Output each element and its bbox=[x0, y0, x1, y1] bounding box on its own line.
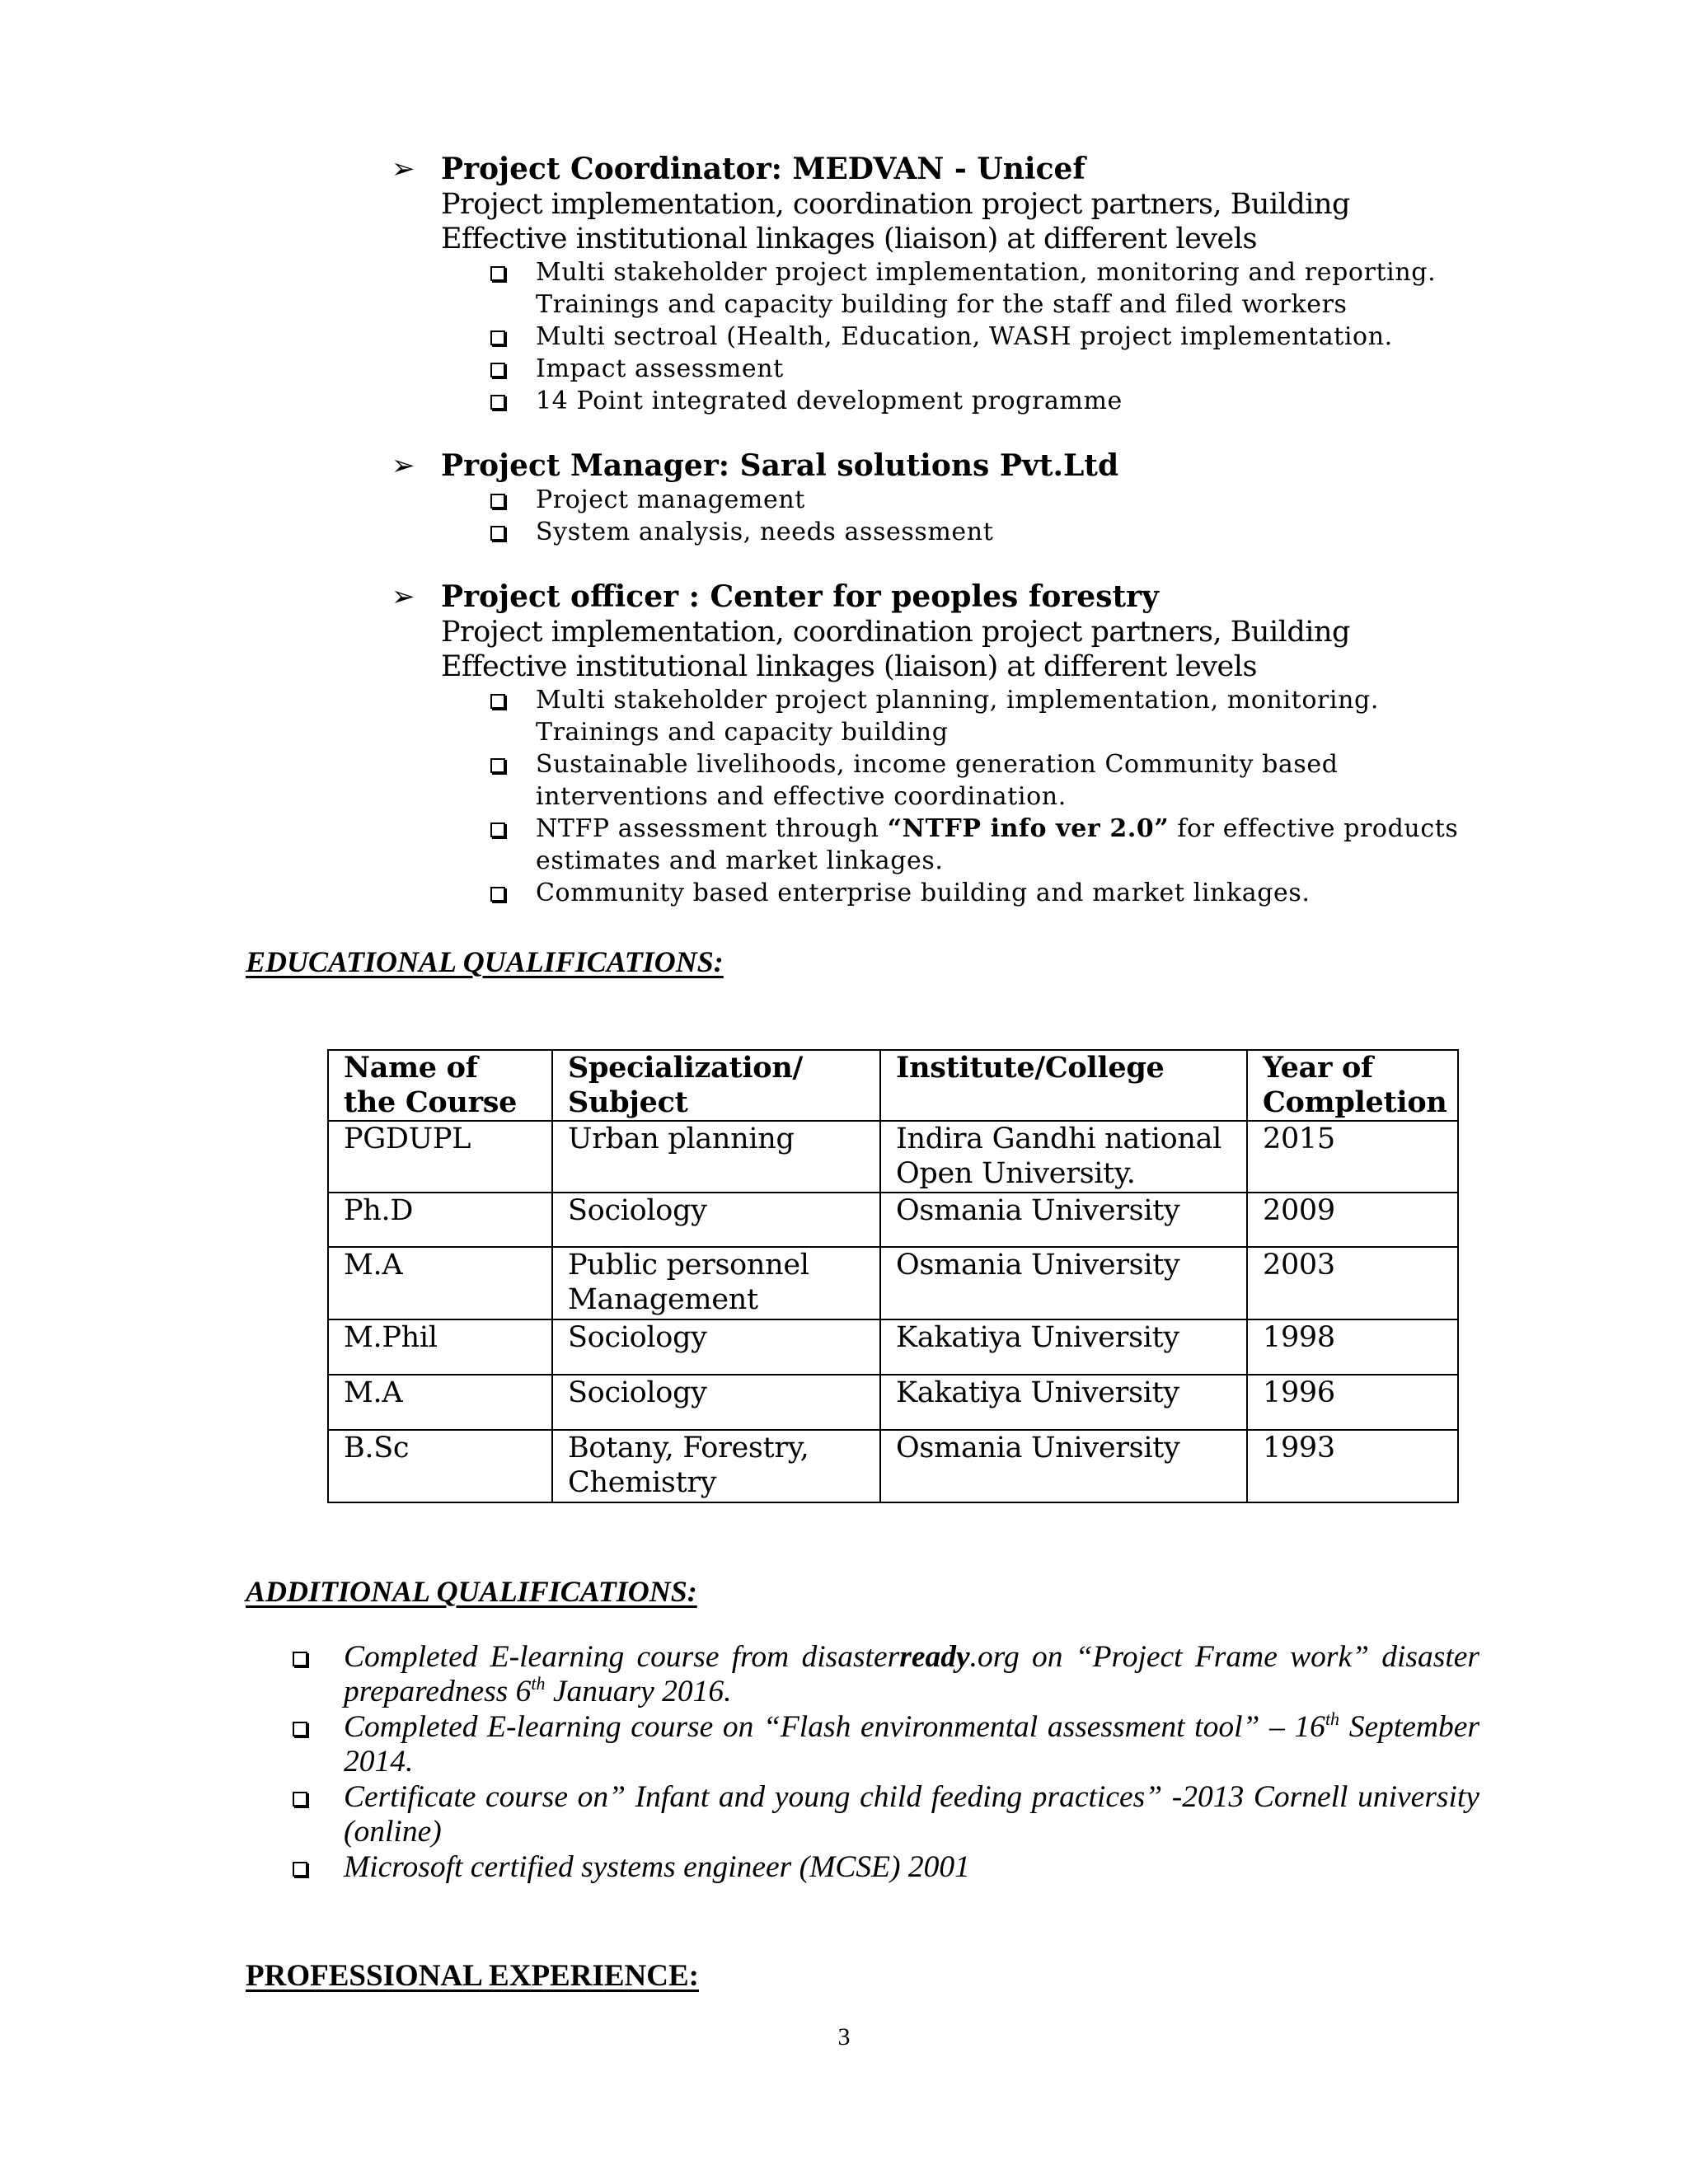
table-row bbox=[328, 1375, 1458, 1430]
table-row bbox=[328, 1121, 1458, 1193]
table-cell: M.A bbox=[328, 1247, 552, 1319]
table-cell: Public personnel Management bbox=[552, 1247, 880, 1319]
table-cell: 1998 bbox=[1247, 1319, 1458, 1375]
checkbox-icon bbox=[490, 526, 505, 541]
table-cell: B.Sc bbox=[328, 1430, 552, 1502]
table-cell: 2015 bbox=[1247, 1121, 1458, 1193]
additional-qualifications-list bbox=[293, 1640, 1479, 1886]
table-cell: PGDUPL bbox=[328, 1121, 552, 1193]
table-cell: Botany, Forestry, Chemistry bbox=[552, 1430, 880, 1502]
arrowhead-icon: ➢ bbox=[392, 152, 415, 185]
list-item: Multi stakeholder project implementation, monitoring and reporting. Trainings and capacity building for the staff and filed workers bbox=[490, 256, 1504, 321]
list-item: 14 Point integrated development programme bbox=[490, 385, 1504, 417]
table-header-cell: Specialization/ Subject bbox=[552, 1050, 880, 1121]
checkbox-icon bbox=[490, 395, 505, 410]
table-cell: Osmania University bbox=[880, 1247, 1247, 1319]
checkbox-icon bbox=[490, 694, 505, 709]
table-header-cell: Institute/College bbox=[880, 1050, 1247, 1121]
table-cell: 2009 bbox=[1247, 1193, 1458, 1247]
table-cell: Kakatiya University bbox=[880, 1375, 1247, 1430]
table-cell: Urban planning bbox=[552, 1121, 880, 1193]
education-table bbox=[327, 1049, 1459, 1503]
checkbox-icon bbox=[293, 1722, 307, 1736]
list-item: Certificate course on” Infant and young child feeding practices” -2013 Cornell university (online) bbox=[293, 1780, 1479, 1849]
table-row bbox=[328, 1247, 1458, 1319]
checkbox-icon bbox=[490, 330, 505, 345]
table-header-row bbox=[328, 1050, 1458, 1121]
table-cell: 1993 bbox=[1247, 1430, 1458, 1502]
section-title-professional: PROFESSIONAL EXPERIENCE: bbox=[246, 1959, 699, 1993]
list-item: System analysis, needs assessment bbox=[490, 516, 1504, 548]
list-item: Multi stakeholder project planning, implementation, monitoring. Trainings and capacity building bbox=[490, 684, 1504, 748]
table-cell: Sociology bbox=[552, 1375, 880, 1430]
role-block-medvan bbox=[392, 151, 1504, 417]
table-header-cell: Year of Completion bbox=[1247, 1050, 1458, 1121]
table-cell: Sociology bbox=[552, 1319, 880, 1375]
checkbox-icon bbox=[490, 266, 505, 281]
arrowhead-icon: ➢ bbox=[392, 449, 415, 482]
checkbox-icon bbox=[490, 823, 505, 837]
table-cell: Sociology bbox=[552, 1193, 880, 1247]
page-number: 3 bbox=[837, 2023, 851, 2050]
role-block-cpf bbox=[392, 579, 1504, 909]
table-cell: Osmania University bbox=[880, 1193, 1247, 1247]
role-title: ➢ Project officer : Center for peoples forestry bbox=[392, 579, 1159, 614]
table-header-cell: Name of the Course bbox=[328, 1050, 552, 1121]
role-bullet-list bbox=[392, 484, 1504, 548]
role-title: ➢ Project Manager: Saral solutions Pvt.Ltd bbox=[392, 448, 1119, 483]
checkbox-icon bbox=[490, 887, 505, 902]
table-cell: Osmania University bbox=[880, 1430, 1247, 1502]
checkbox-icon bbox=[293, 1652, 307, 1666]
list-item: Completed E-learning course from disasterready.org on “Project Frame work” disaster preparedness 6th January 2016. bbox=[293, 1640, 1479, 1709]
checkbox-icon bbox=[490, 494, 505, 509]
role-description: Project implementation, coordination project partners, Building Effective institutional linkages (liaison) at different levels bbox=[441, 188, 1350, 255]
table-row bbox=[328, 1193, 1458, 1247]
checkbox-icon bbox=[293, 1862, 307, 1877]
checkbox-icon bbox=[490, 363, 505, 377]
table-row bbox=[328, 1430, 1458, 1502]
section-title-education: EDUCATIONAL QUALIFICATIONS: bbox=[246, 945, 724, 978]
list-item: Multi sectroal (Health, Education, WASH project implementation. bbox=[490, 321, 1504, 353]
table-cell: Ph.D bbox=[328, 1193, 552, 1247]
section-title-additional: ADDITIONAL QUALIFICATIONS: bbox=[246, 1575, 697, 1608]
list-item: Impact assessment bbox=[490, 353, 1504, 385]
arrowhead-icon: ➢ bbox=[392, 580, 415, 613]
list-item: NTFP assessment through “NTFP info ver 2.0” for effective products estimates and market linkages. bbox=[490, 813, 1504, 877]
role-bullet-list bbox=[392, 684, 1504, 909]
list-item: Project management bbox=[490, 484, 1504, 516]
table-cell: 1996 bbox=[1247, 1375, 1458, 1430]
table-cell: Indira Gandhi national Open University. bbox=[880, 1121, 1247, 1193]
role-description: Project implementation, coordination project partners, Building Effective institutional linkages (liaison) at different levels bbox=[441, 616, 1350, 683]
table-cell: 2003 bbox=[1247, 1247, 1458, 1319]
list-item: Community based enterprise building and market linkages. bbox=[490, 877, 1504, 909]
checkbox-icon bbox=[490, 758, 505, 773]
role-bullet-list bbox=[392, 256, 1504, 417]
table-cell: M.Phil bbox=[328, 1319, 552, 1375]
role-block-saral bbox=[392, 448, 1504, 548]
table-row bbox=[328, 1319, 1458, 1375]
table-cell: Kakatiya University bbox=[880, 1319, 1247, 1375]
list-item: Sustainable livelihoods, income generation Community based interventions and effective coordination. bbox=[490, 748, 1504, 813]
list-item: Completed E-learning course on “Flash environmental assessment tool” – 16th September 2014. bbox=[293, 1710, 1479, 1779]
list-item: Microsoft certified systems engineer (MCSE) 2001 bbox=[293, 1850, 1479, 1885]
role-title: ➢ Project Coordinator: MEDVAN - Unicef bbox=[392, 152, 1085, 186]
table-cell: M.A bbox=[328, 1375, 552, 1430]
checkbox-icon bbox=[293, 1792, 307, 1807]
